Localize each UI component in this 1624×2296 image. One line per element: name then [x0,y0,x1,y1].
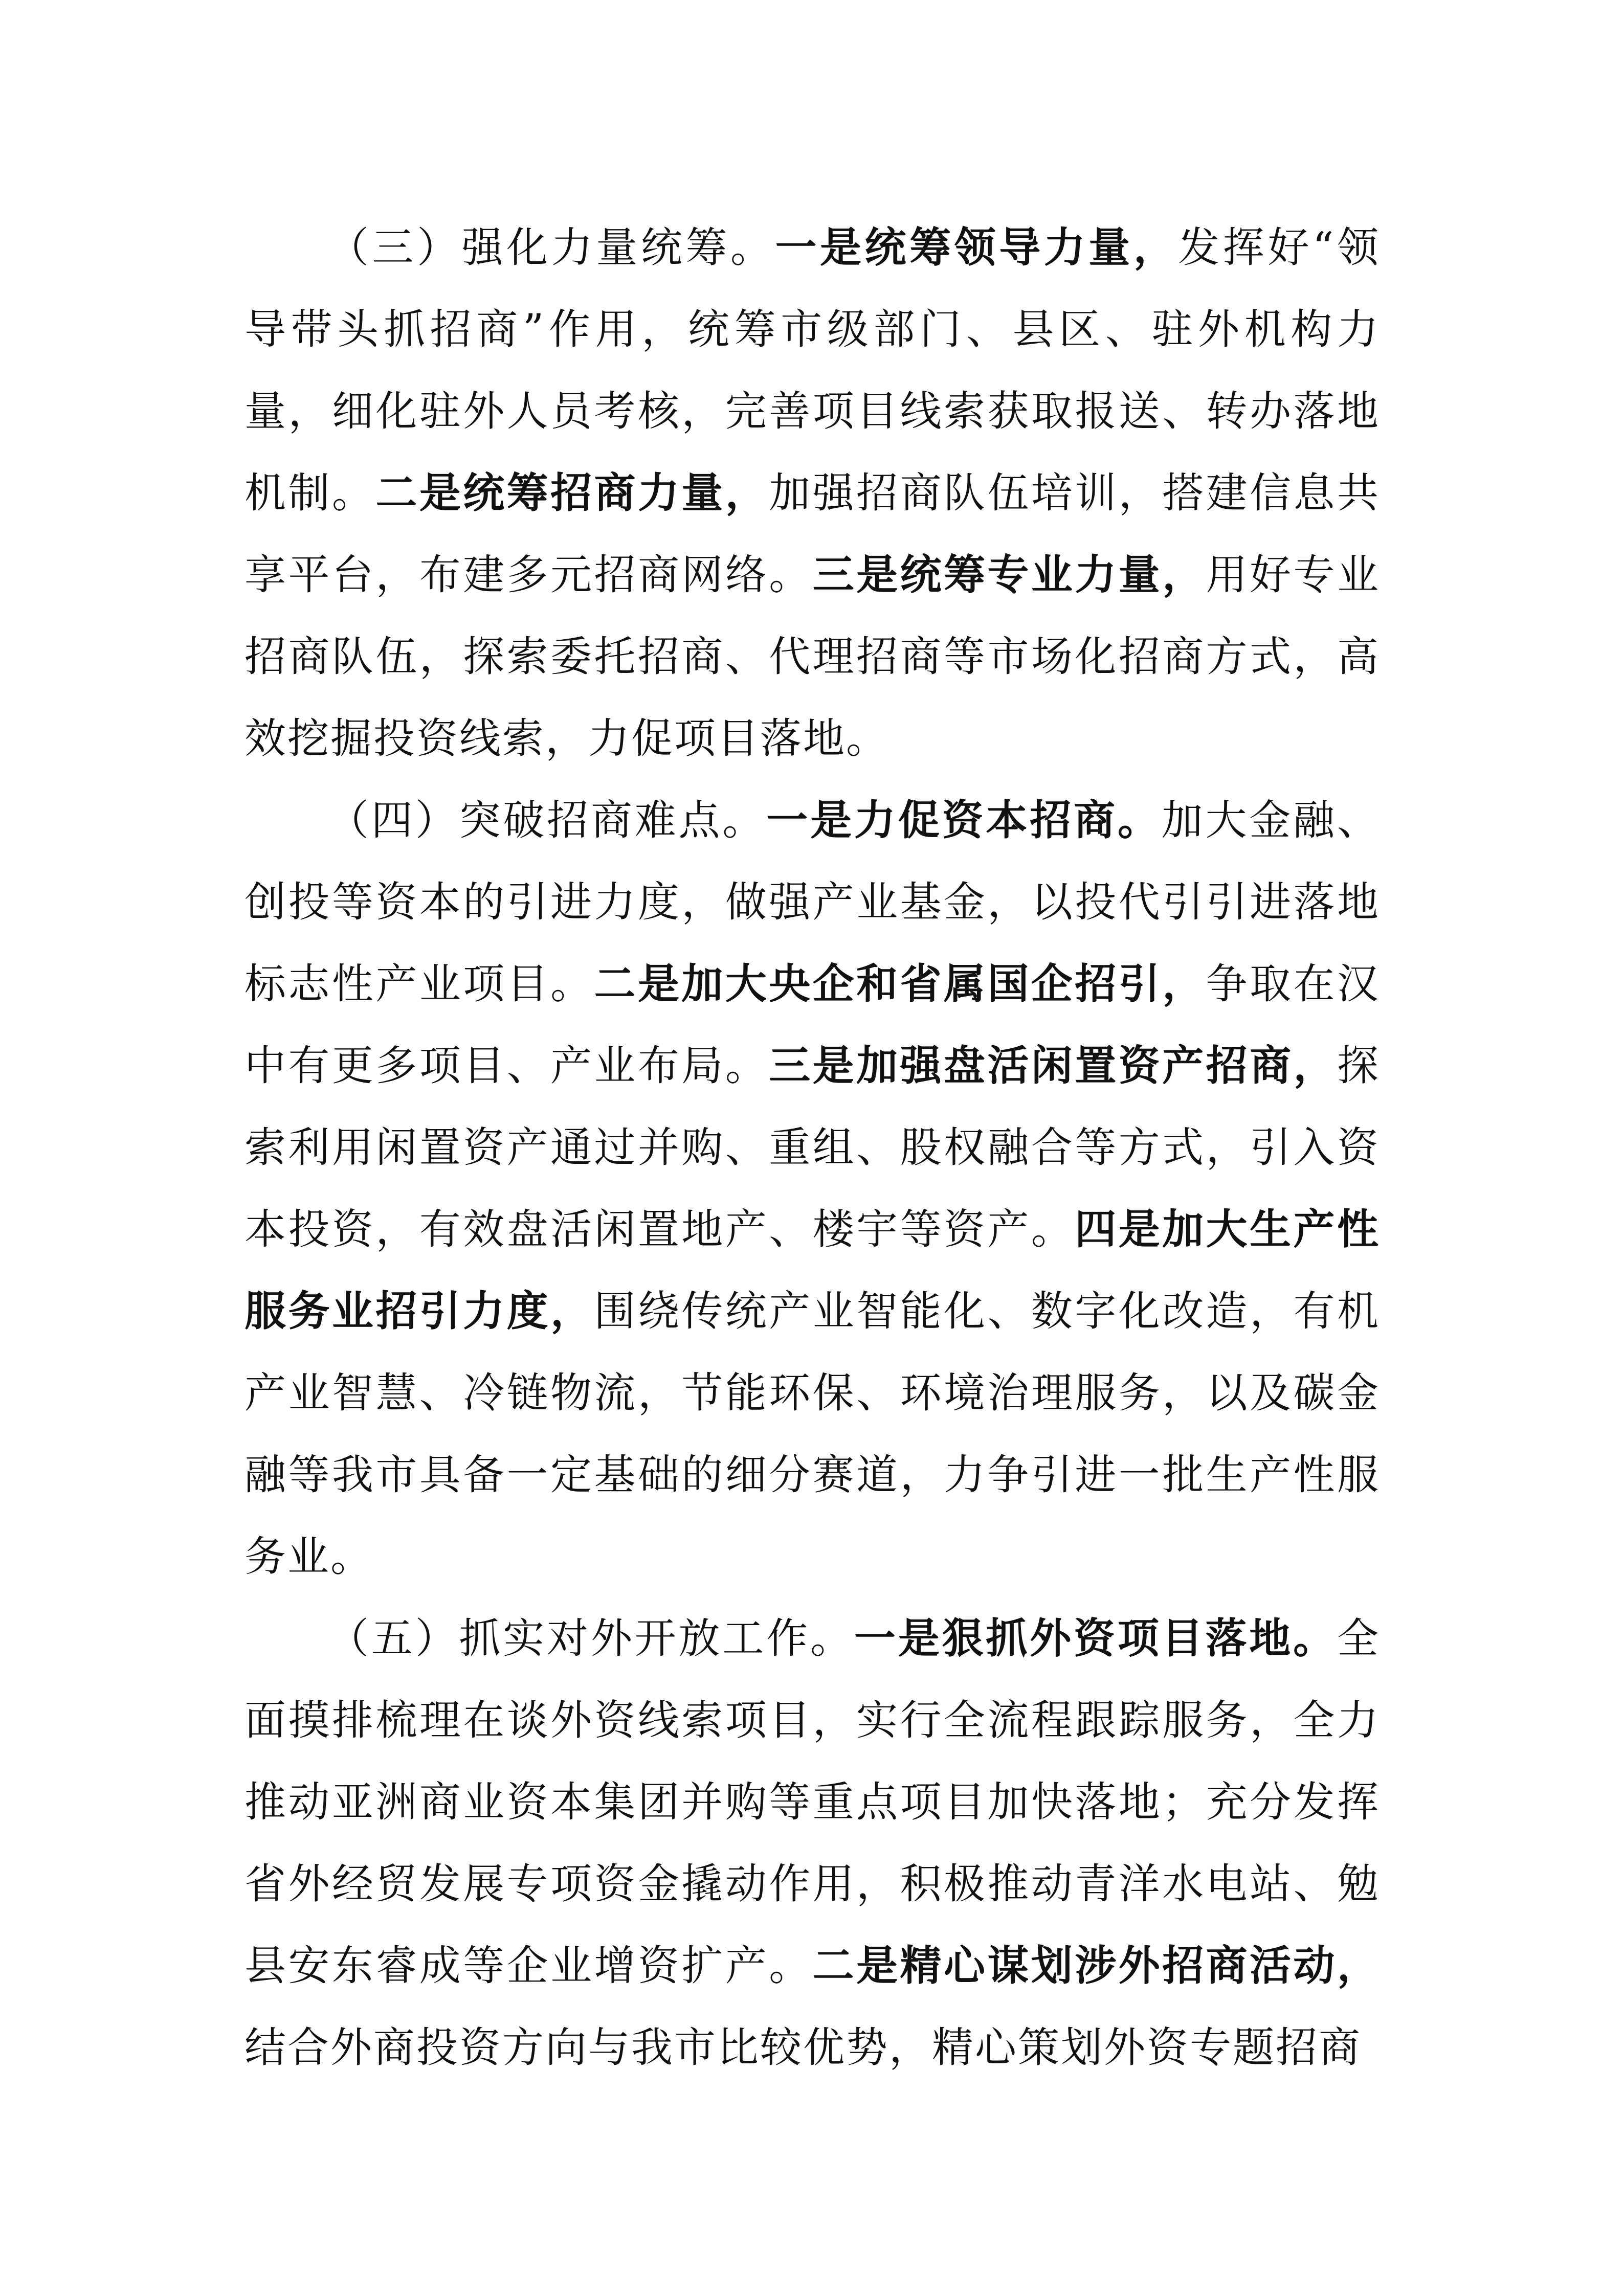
body-text: 全面摸排梳理在谈外资线索项目，实行全流程跟踪服务，全力推动亚洲商业资本集团并购等重点项目加快落地；充分发挥省外经贸发展专项资金撬动作用，积极推动青洋水电站、勉县安东睿成等企业增资扩产。 [244,1615,1380,1990]
key-point: 四是加大生产性服务业招引力度， [244,1205,1380,1336]
body-text: 结合外商投资方向与我市比较优势，精心策划外资专题招商 [244,2024,1362,2072]
key-point: 二是统筹招商力量， [375,469,769,517]
body-text: 围绕传统产业智能化、数字化改造，有机产业智慧、冷链物流，节能环保、环境治理服务，以及碳金融等我市具备一定基础的细分赛道，力争引进一批生产性服务业。 [244,1288,1380,1581]
key-point: 二是加大央企和省属国企招引， [594,960,1206,1008]
section-heading: （三）强化力量统筹。 [327,224,775,272]
paragraph-break-through-difficulties [244,780,1380,1598]
key-point: 三是加强盘活闲置资产招商， [769,1042,1337,1090]
section-heading: （五）抓实对外开放工作。 [327,1615,854,1663]
section-heading: （四）突破招商难点。 [327,797,767,845]
key-point: 三是统筹专业力量， [812,551,1206,599]
body-text: 争取在汉中有更多项目、产业布局。 [244,960,1380,1090]
key-point: 二是精心谋划涉外招商活动， [812,1942,1380,1990]
body-text: 加强招商队伍培训，搭建信息共享平台，布建多元招商网络。 [244,469,1380,599]
paragraph-strengthen-coordination [244,207,1380,780]
paragraph-opening-up [244,1598,1380,2089]
key-point: 一是狠抓外资项目落地。 [854,1614,1337,1663]
body-text: 加大金融、创投等资本的引进力度，做强产业基金，以投代引引进落地标志性产业项目。 [244,797,1380,1008]
document-body [244,207,1380,2089]
key-point: 一是统筹领导力量， [775,223,1178,272]
key-point: 一是力促资本招商。 [766,796,1162,845]
body-text: 用好专业招商队伍，探索委托招商、代理招商等市场化招商方式，高效挖掘投资线索，力促项目落地。 [244,551,1380,763]
body-text: 发挥好“领导带头抓招商”作用，统筹市级部门、县区、驻外机构力量，细化驻外人员考核，完善项目线索获取报送、转办落地机制。 [244,224,1380,517]
body-text: 探索利用闲置资产通过并购、重组、股权融合等方式，引入资本投资，有效盘活闲置地产、楼宇等资产。 [244,1042,1380,1254]
